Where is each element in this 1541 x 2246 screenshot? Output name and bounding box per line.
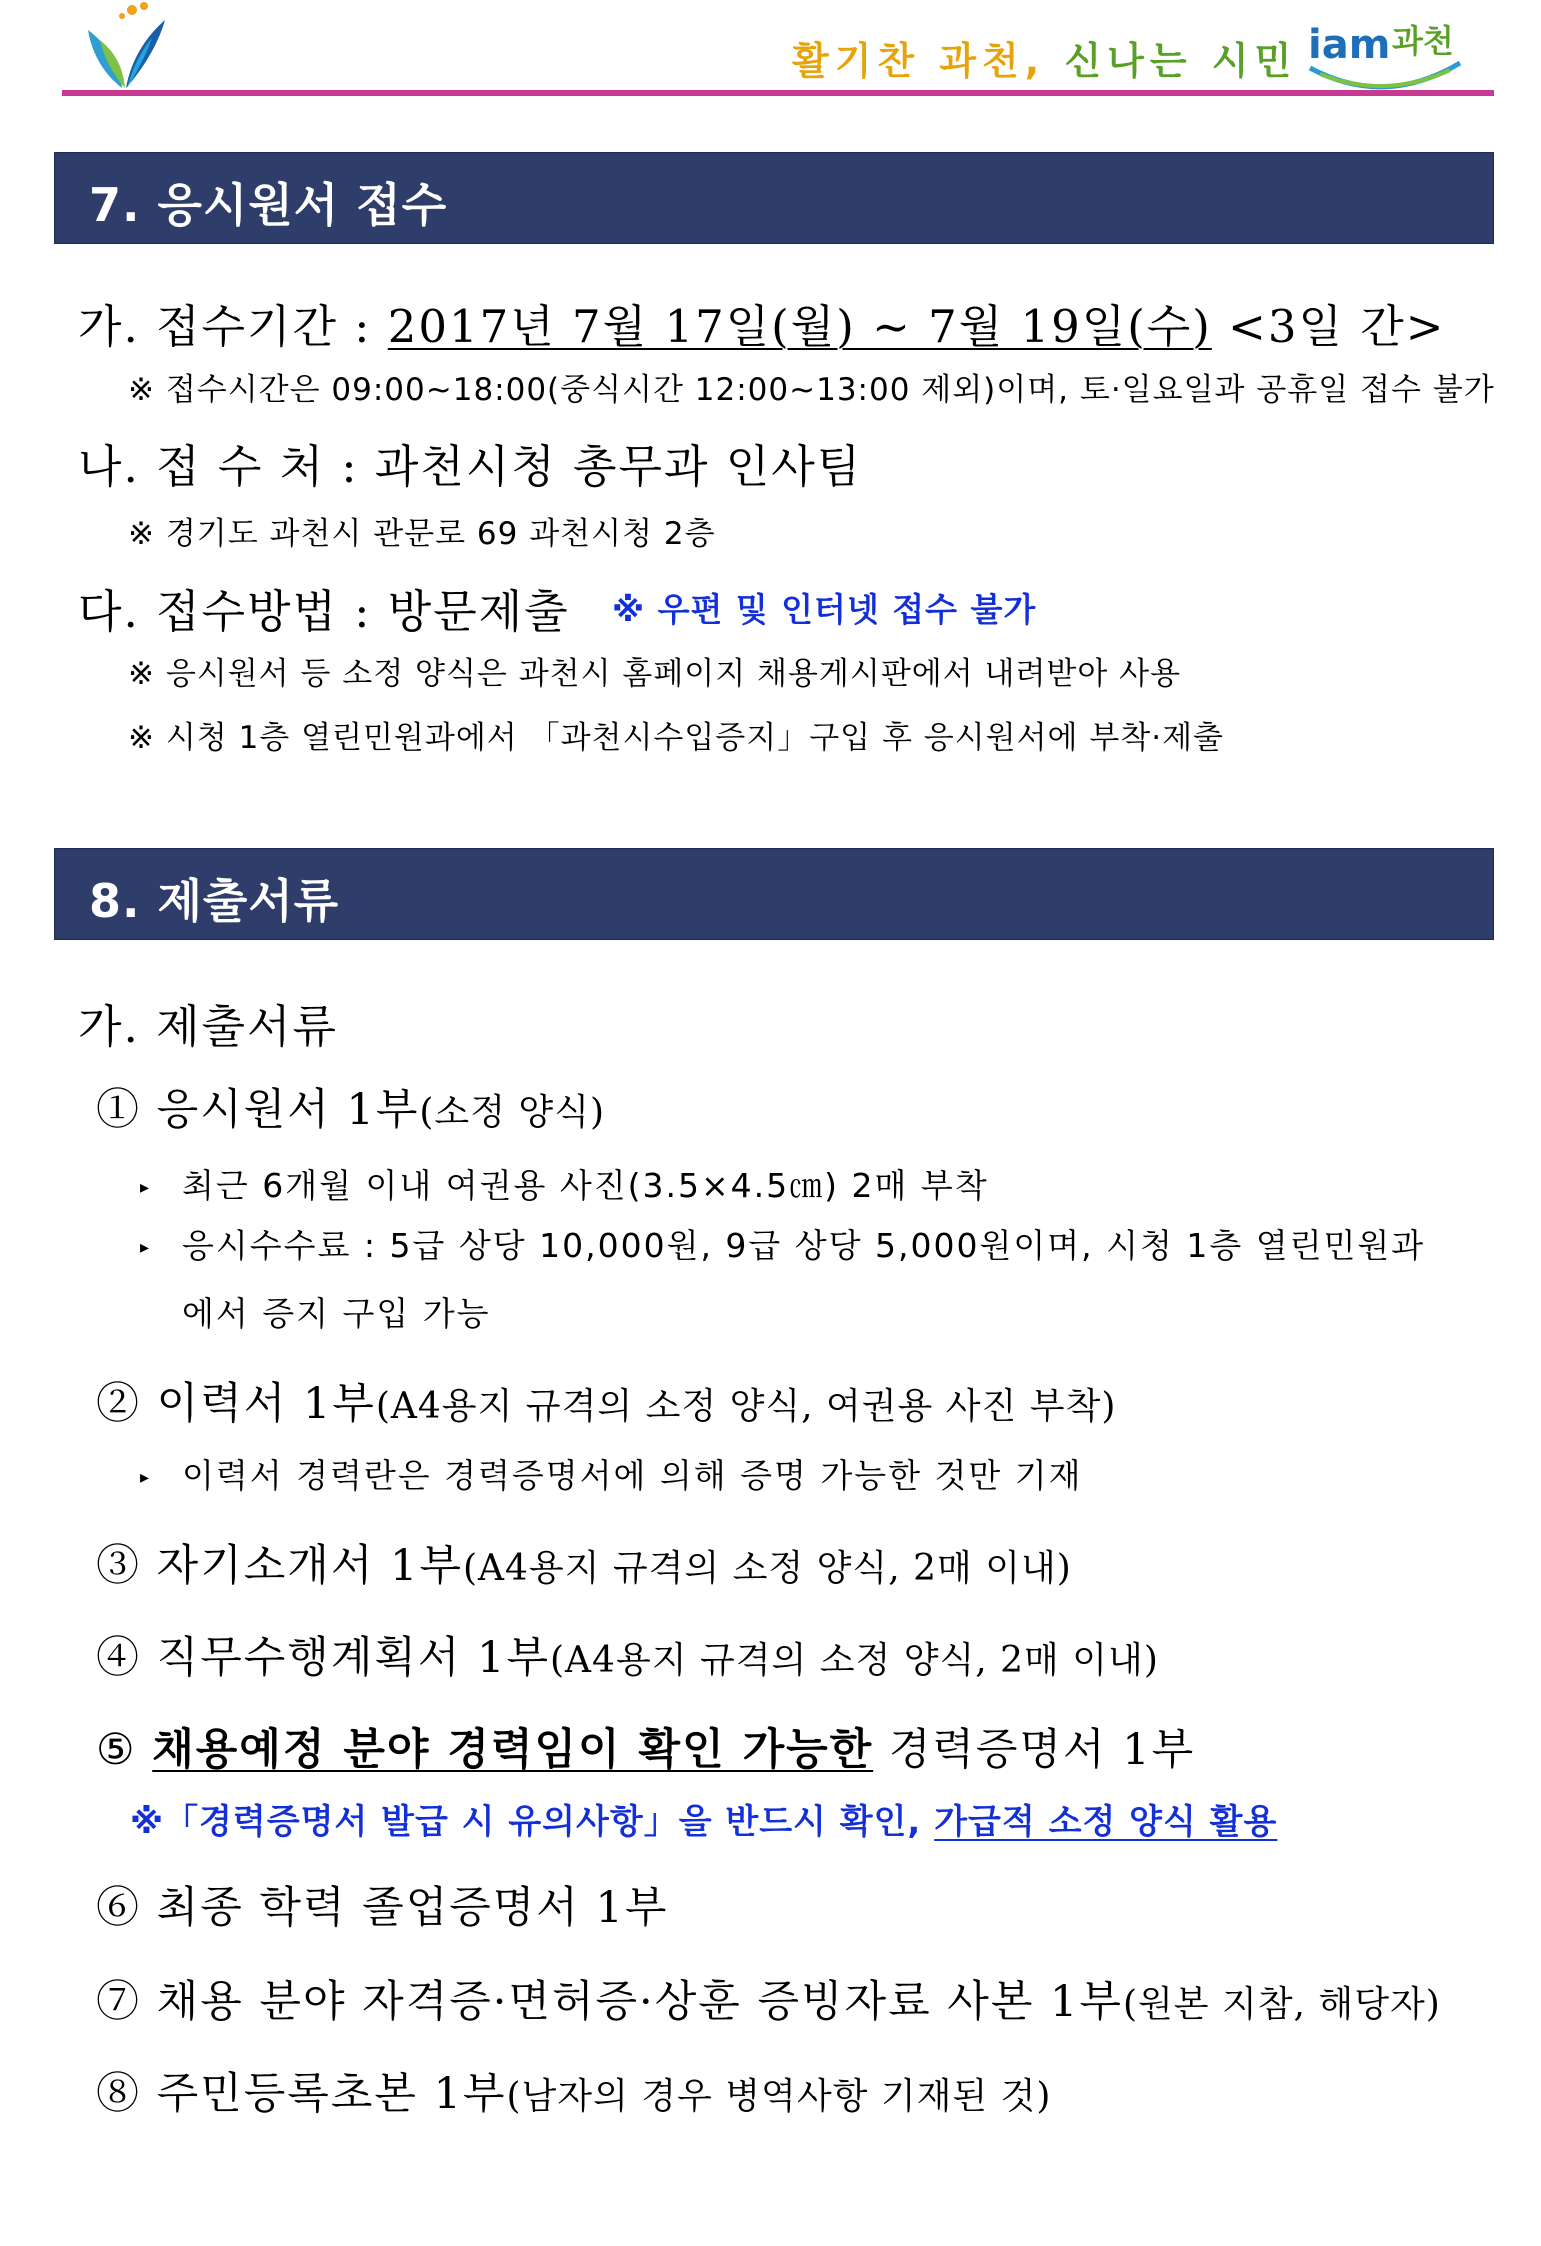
method-note-2: ※ 시청 1층 열린민원과에서 「과천시수입증지」구입 후 응시원서에 부착·제출 bbox=[128, 720, 1224, 756]
item-5-rest: 경력증명서 1부 bbox=[888, 1725, 1196, 1775]
item-1 bbox=[96, 1076, 605, 1137]
bullet-marker: ▸ bbox=[140, 1237, 152, 1258]
method-warning: ※ 우편 및 인터넷 접수 불가 bbox=[612, 590, 1037, 629]
documents-subtitle: 가. 제출서류 bbox=[78, 1000, 338, 1053]
item-7 bbox=[96, 1968, 1441, 2029]
section-8-title: 8. 제출서류 bbox=[89, 874, 340, 928]
item-2-bullet-1-text: 이력서 경력란은 경력증명서에 의해 증명 가능한 것만 기재 bbox=[182, 1456, 1083, 1495]
item-1-bullet-1-text: 최근 6개월 이내 여권용 사진(3.5×4.5㎝) 2매 부착 bbox=[182, 1166, 989, 1205]
header-divider bbox=[62, 90, 1494, 96]
item-1-bullet-2-text: 응시수수료 : 5급 상당 10,000원, 9급 상당 5,000원이며, 시청 1층 열린민원과 bbox=[182, 1226, 1426, 1265]
item-7-title: ⑦ 채용 분야 자격증·면허증·상훈 증빙자료 사본 1부 bbox=[96, 1977, 1123, 2027]
svg-text:iam: iam bbox=[1308, 22, 1391, 68]
period-note: ※ 접수시간은 09:00~18:00(중식시간 12:00~13:00 제외)이며, 토·일요일과 공휴일 접수 불가 bbox=[128, 372, 1495, 408]
item-5 bbox=[96, 1716, 1195, 1777]
item-1-bullet-1 bbox=[140, 1160, 989, 1207]
item-1-bullet-2 bbox=[140, 1220, 1425, 1267]
item-8 bbox=[96, 2060, 1051, 2121]
item-2-detail: (A4용지 규격의 소정 양식, 여권용 사진 부착) bbox=[375, 1386, 1117, 1427]
period-line bbox=[78, 290, 1445, 355]
item-2-bullet-1 bbox=[140, 1450, 1083, 1497]
period-suffix: <3일 간> bbox=[1228, 300, 1446, 353]
item-5-note bbox=[130, 1794, 1277, 1843]
item-6: ⑥ 최종 학력 졸업증명서 1부 bbox=[96, 1883, 669, 1933]
item-7-detail: (원본 지참, 해당자) bbox=[1122, 1984, 1441, 2025]
item-1-detail: (소정 양식) bbox=[419, 1092, 606, 1133]
item-4 bbox=[96, 1624, 1159, 1685]
item-2 bbox=[96, 1370, 1116, 1431]
item-5-note-link: 가급적 소정 양식 활용 bbox=[934, 1802, 1278, 1842]
place-line: 나. 접 수 처 : 과천시청 총무과 인사팀 bbox=[78, 440, 863, 493]
section-8-header bbox=[54, 848, 1494, 940]
item-2-title: ② 이력서 1부 bbox=[96, 1379, 376, 1429]
period-label: 가. 접수기간 : bbox=[78, 300, 372, 353]
section-7-header bbox=[54, 152, 1494, 244]
slogan-part1: 활기찬 과천, bbox=[792, 39, 1046, 83]
item-8-title: ⑧ 주민등록초본 1부 bbox=[96, 2069, 507, 2119]
butterfly-logo-icon bbox=[70, 0, 180, 100]
item-1-title: ① 응시원서 1부 bbox=[96, 1085, 420, 1135]
item-8-detail: (남자의 경우 병역사항 기재된 것) bbox=[506, 2076, 1052, 2117]
item-3-detail: (A4용지 규격의 소정 양식, 2매 이내) bbox=[462, 1548, 1072, 1589]
item-5-number: ⑤ bbox=[96, 1725, 137, 1775]
item-5-note-text: ※「경력증명서 발급 시 유의사항」을 반드시 확인, bbox=[130, 1802, 922, 1842]
bullet-marker: ▸ bbox=[140, 1177, 152, 1198]
iam-gwacheon-brand-logo bbox=[1300, 8, 1470, 98]
item-3 bbox=[96, 1532, 1072, 1593]
method-line bbox=[78, 575, 570, 640]
slogan bbox=[792, 30, 1297, 85]
item-4-title: ④ 직무수행계획서 1부 bbox=[96, 1633, 550, 1683]
bullet-marker: ▸ bbox=[140, 1467, 152, 1488]
period-value: 2017년 7월 17일(월) ~ 7월 19일(수) bbox=[387, 300, 1212, 353]
place-note: ※ 경기도 과천시 관문로 69 과천시청 2층 bbox=[128, 516, 716, 552]
section-7-title: 7. 응시원서 접수 bbox=[89, 178, 448, 232]
svg-text:과천: 과천 bbox=[1392, 22, 1454, 60]
item-4-detail: (A4용지 규격의 소정 양식, 2매 이내) bbox=[550, 1640, 1159, 1681]
item-3-title: ③ 자기소개서 1부 bbox=[96, 1541, 463, 1591]
item-1-bullet-2-cont: 에서 증지 구입 가능 bbox=[182, 1294, 491, 1333]
method-note-1: ※ 응시원서 등 소정 양식은 과천시 홈페이지 채용게시판에서 내려받아 사용 bbox=[128, 656, 1182, 692]
item-5-emphasis: 채용예정 분야 경력임이 확인 가능한 bbox=[152, 1725, 874, 1775]
slogan-part2: 신나는 시민 bbox=[1064, 39, 1298, 83]
method-label: 다. 접수방법 : 방문제출 bbox=[78, 585, 570, 638]
